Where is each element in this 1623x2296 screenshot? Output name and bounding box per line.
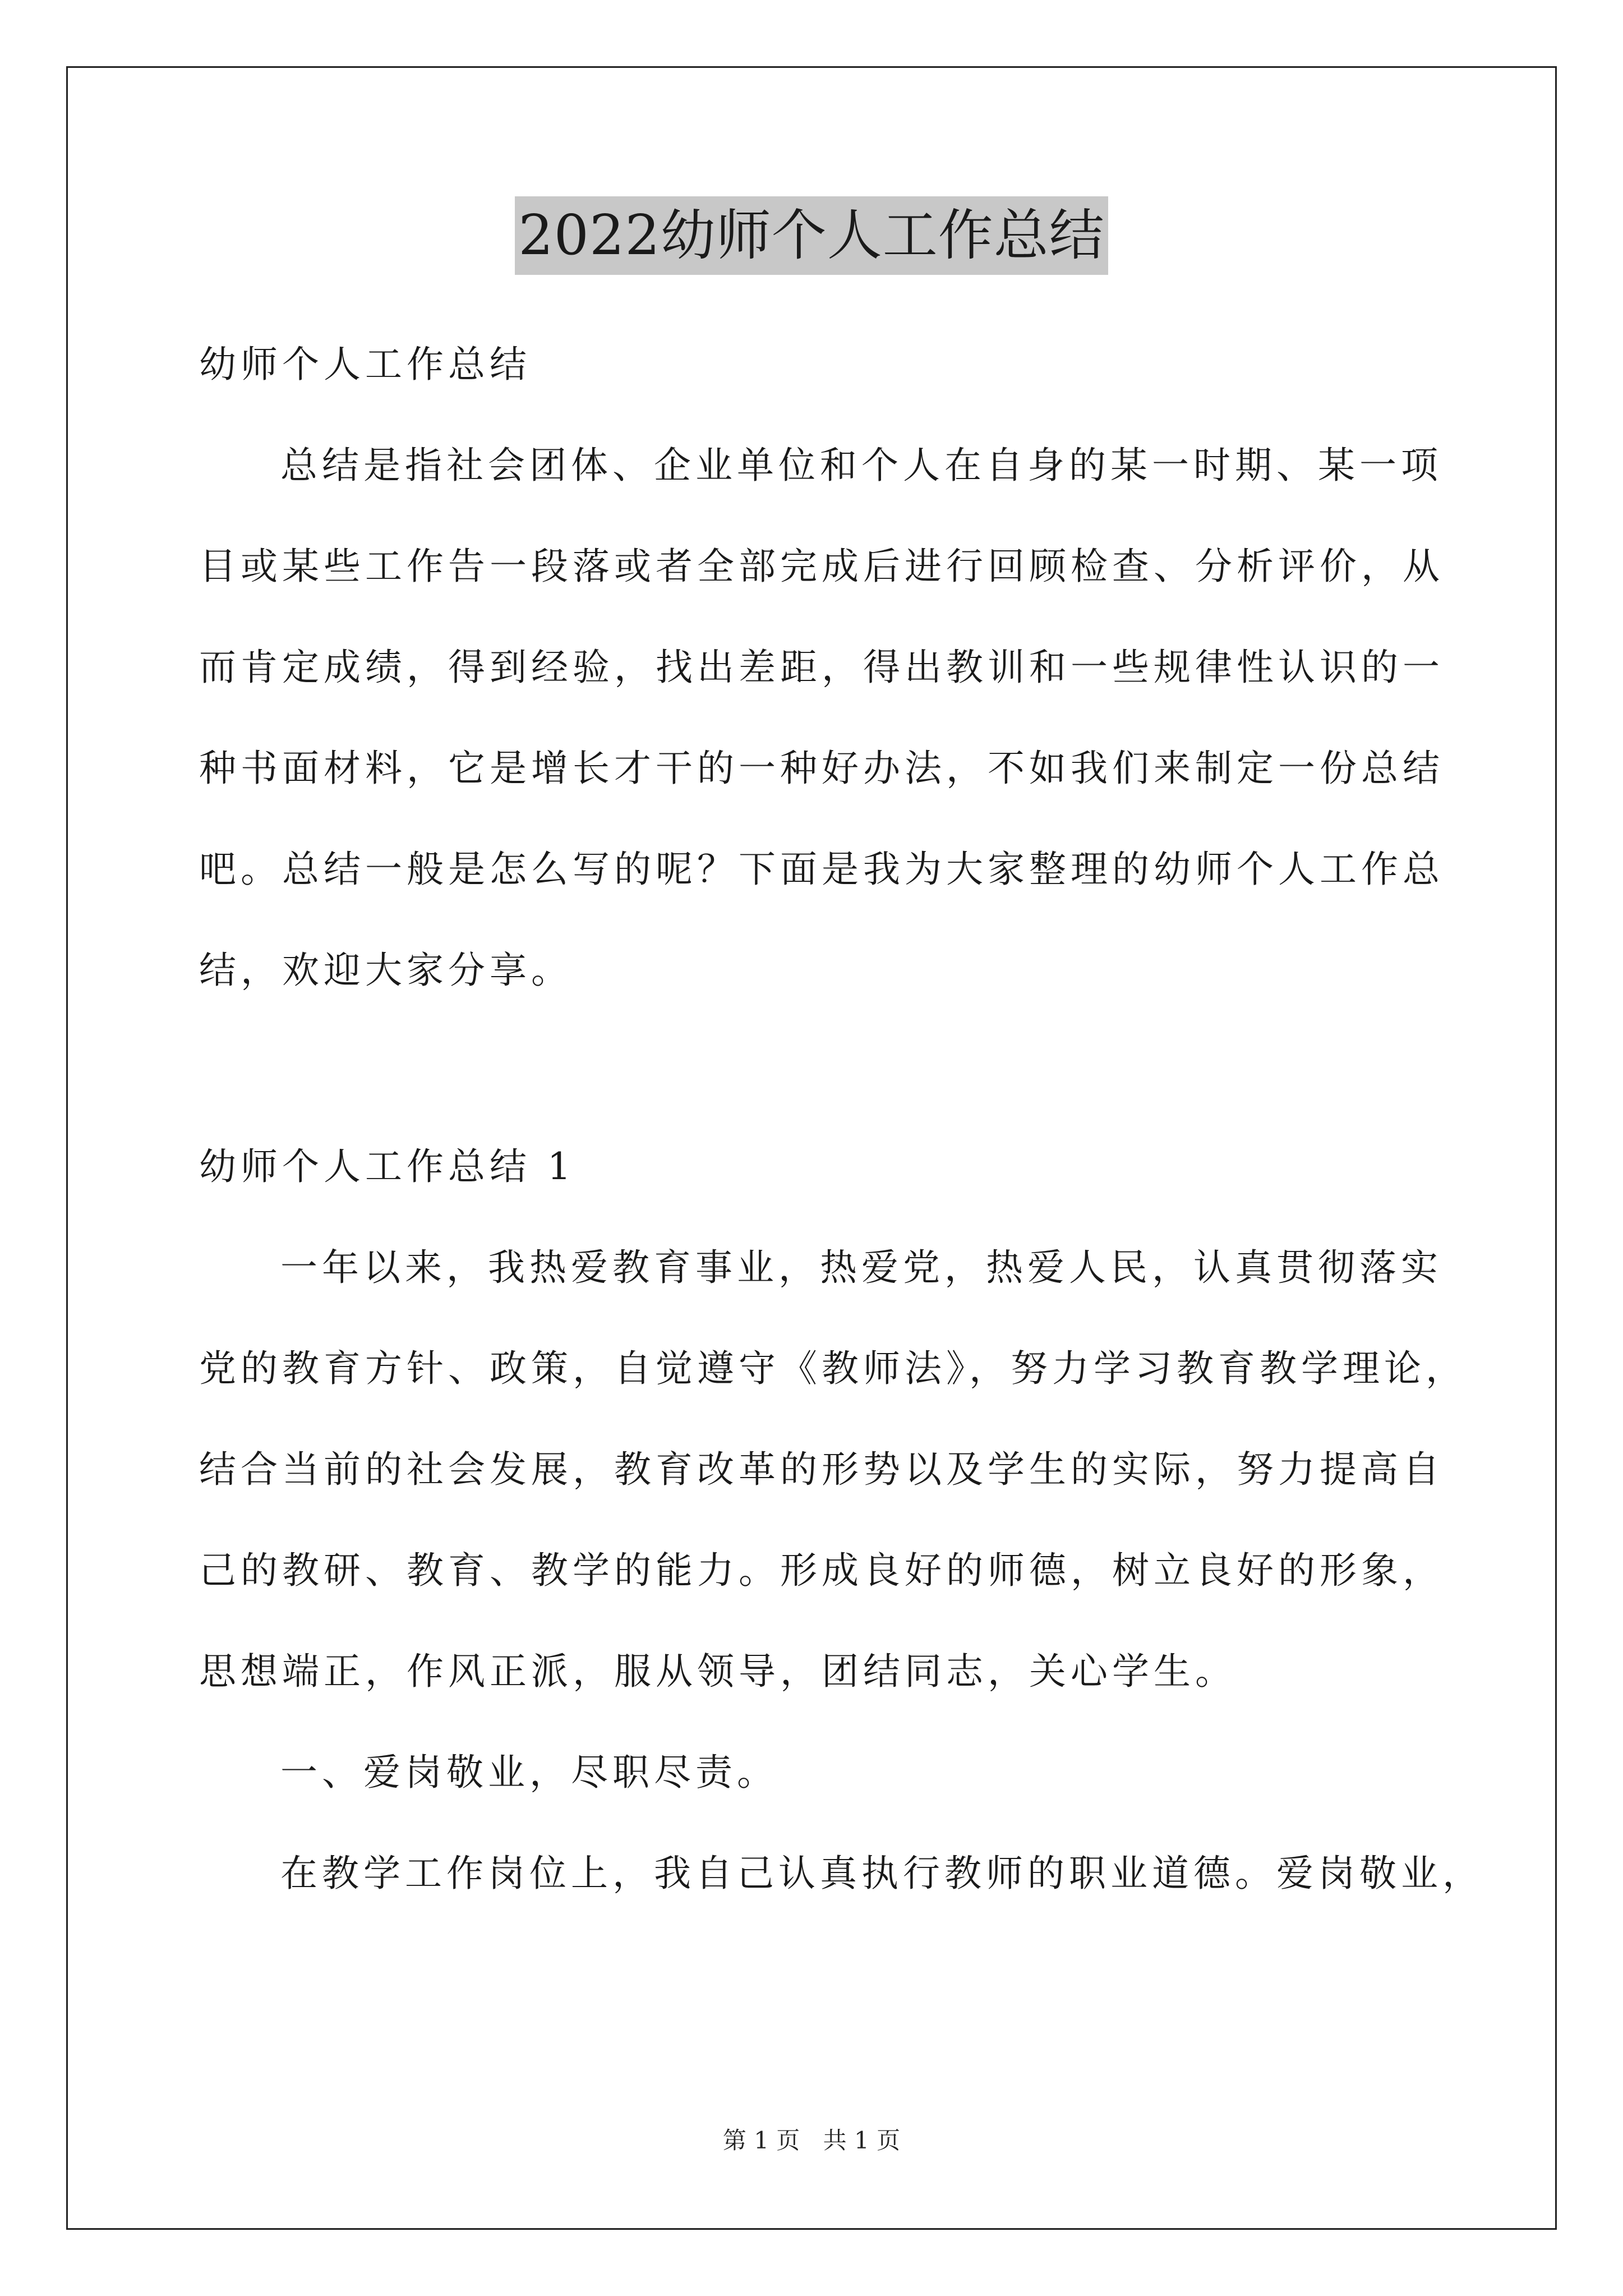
subheading: 一、爱岗敬业，尽职尽责。 <box>280 1751 778 1794</box>
intro-line: 目或某些工作告一段落或者全部完成后进行回顾检查、分析评价，从 <box>199 545 1444 588</box>
document-body <box>199 314 1484 1924</box>
section-gap <box>199 1021 1433 1116</box>
intro-line: 而肯定成绩，得到经验，找出差距，得出教训和一些规律性认识的一 <box>199 646 1444 689</box>
title-wrap <box>0 196 1623 275</box>
section-line: 一年以来，我热爱教育事业，热爱党，热爱人民，认真贯彻落实 <box>280 1246 1442 1289</box>
intro-line: 吧。总结一般是怎么写的呢？下面是我为大家整理的幼师个人工作总 <box>199 848 1444 891</box>
intro-line: 种书面材料，它是增长才干的一种好办法，不如我们来制定一份总结 <box>199 747 1444 790</box>
page-number-current: 第 1 页 <box>722 2127 800 2154</box>
page-number-total: 共 1 页 <box>823 2127 901 2154</box>
page-footer <box>0 2124 1623 2157</box>
section-line: 己的教研、教育、教学的能力。形成良好的师德，树立良好的形象， <box>199 1549 1444 1592</box>
section-line: 在教学工作岗位上，我自己认真执行教师的职业道德。爱岗敬业， <box>280 1852 1484 1895</box>
section-line: 思想端正，作风正派，服从领导，团结同志，关心学生。 <box>199 1650 1237 1693</box>
intro-heading: 幼师个人工作总结 <box>199 343 531 386</box>
intro-line: 总结是指社会团体、企业单位和个人在自身的某一时期、某一项 <box>280 444 1442 487</box>
section-line: 结合当前的社会发展，教育改革的形势以及学生的实际，努力提高自 <box>199 1448 1444 1491</box>
section-line: 党的教育方针、政策，自觉遵守《教师法》，努力学习教育教学理论， <box>199 1347 1467 1390</box>
section-heading: 幼师个人工作总结 1 <box>199 1145 575 1188</box>
intro-line: 结，欢迎大家分享。 <box>199 949 573 992</box>
document-title: 2022幼师个人工作总结 <box>515 196 1108 275</box>
